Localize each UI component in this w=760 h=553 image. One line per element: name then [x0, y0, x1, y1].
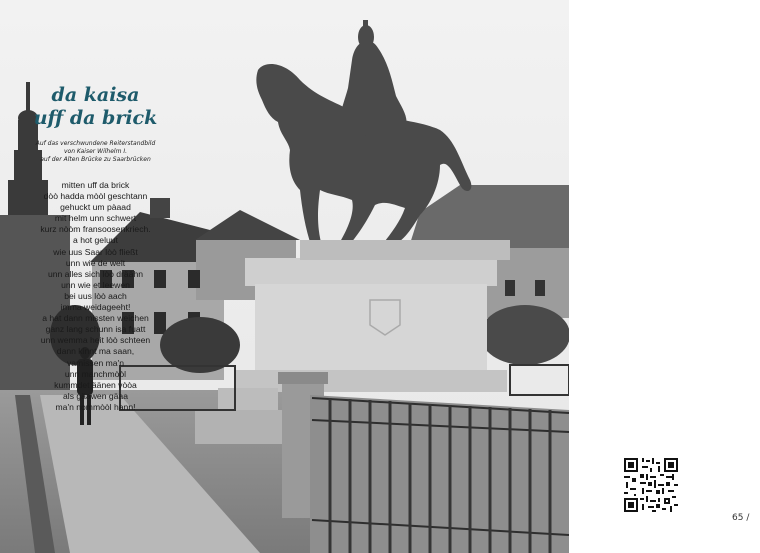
poem-line: unn wie de welt: [65, 257, 126, 268]
poem-line: unn alles sich lòò dräähn: [47, 268, 144, 279]
poem-line: unn manchmòòl: [64, 368, 127, 379]
poem-line: ma'n nommòòl hann!: [55, 401, 136, 412]
poem-line: ganz lang schunn isa fuatt: [45, 324, 146, 335]
poem-line: als gäawen gäaa: [63, 390, 128, 401]
poem-line: kurz nòòm fransoosenkriech.: [40, 224, 151, 235]
poem-line: wie uus Saar lòò fließt: [53, 246, 138, 257]
poem-title-line1: da kaisa: [51, 84, 140, 106]
poem-line: unn wie et leewen: [61, 279, 130, 290]
poem-line: vamissen ma'n: [66, 357, 125, 368]
poem-line: imma weidageeht!: [60, 302, 131, 313]
subtitle-line1: Auf das verschwundene Reiterstandbild: [35, 140, 156, 147]
poem-line: unn wemma heit lòò schteen: [40, 335, 151, 346]
poem-line: dann kinnt ma saan,: [56, 346, 135, 357]
qr-code[interactable]: [624, 458, 678, 512]
poem-line: a hot geluut: [73, 235, 118, 246]
poem-line: a hat dann missten weichen: [42, 313, 149, 324]
poem-line: kummdet äänen vòòa: [54, 379, 137, 390]
poem-line: gehuckt um pàaad: [60, 202, 131, 213]
page-number: 65 /: [732, 513, 750, 523]
subtitle-line2: von Kaiser Wilhelm I.: [63, 148, 128, 155]
subtitle-line3: auf der Alten Brücke zu Saarbrücken: [40, 156, 151, 163]
poem-line: mitten uff da brick: [61, 180, 130, 190]
poem-title-line2: uff da brick: [33, 107, 158, 129]
poem-text: [0, 180, 191, 413]
poem-line: bei uus lòò aach: [64, 290, 127, 301]
poem-line: dòò hadda mòòl geschtann: [43, 191, 148, 202]
poem-line: mit helm unn schwert: [54, 213, 137, 224]
